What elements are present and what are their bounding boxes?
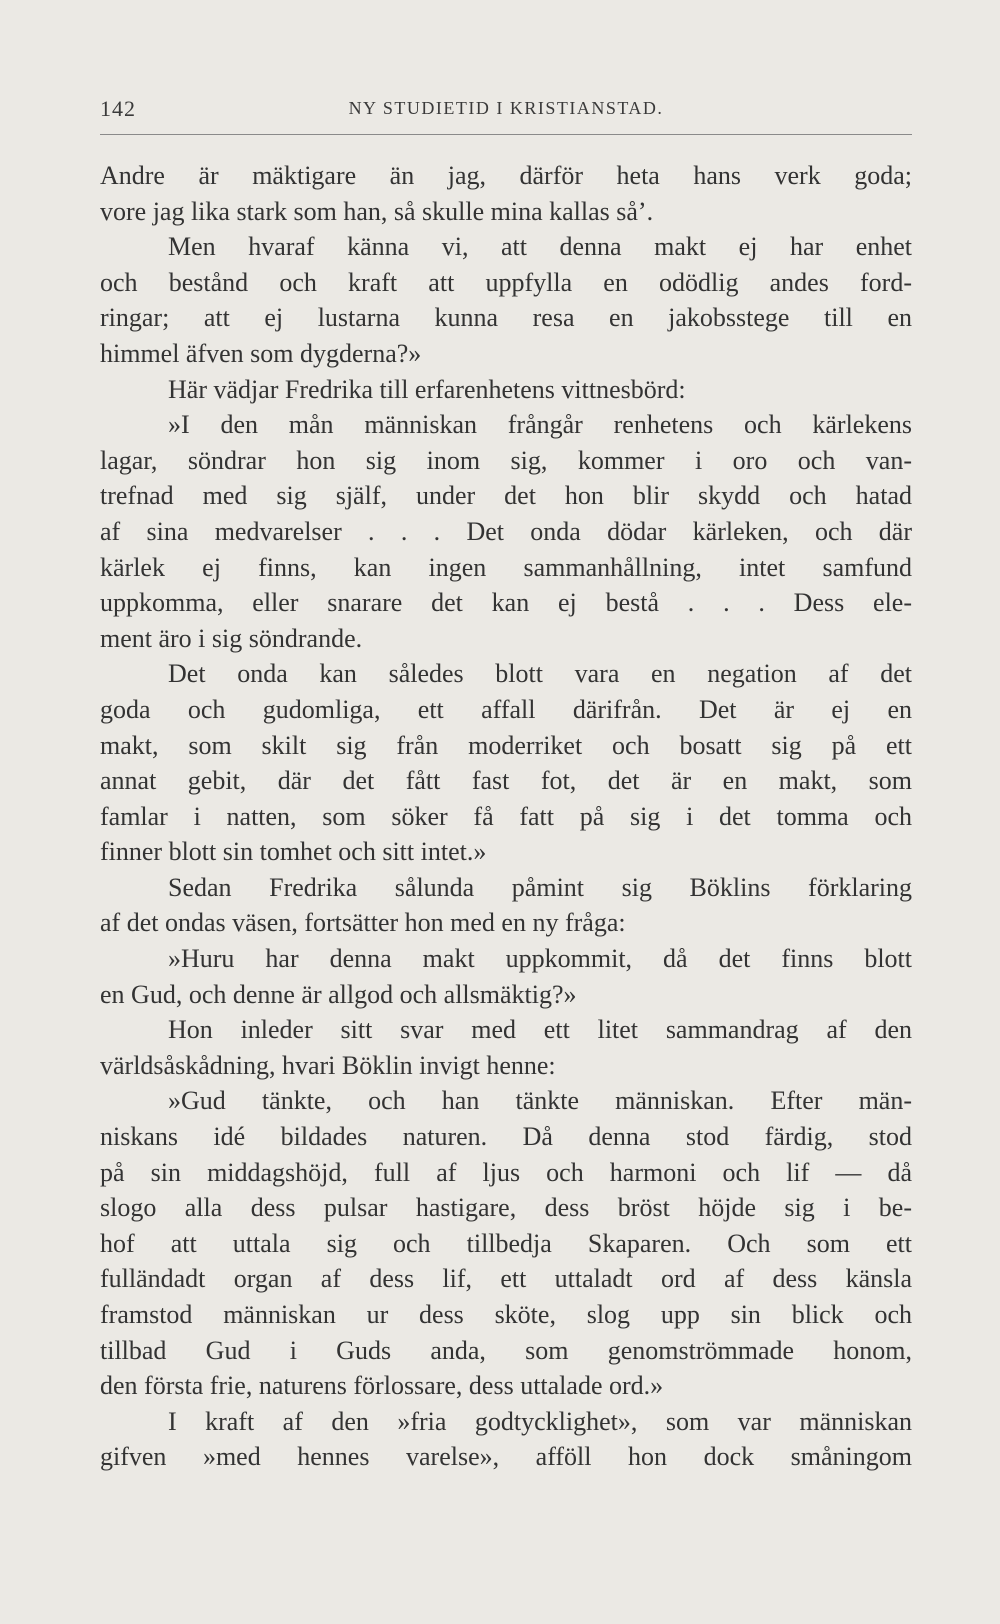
text-line: famlar i natten, som söker få fatt på sig i det tomma och xyxy=(100,801,912,831)
text-line: Hon inleder sitt svar med ett litet sammandrag af den xyxy=(168,1015,912,1045)
text-line: Andre är mäktigare än jag, därför heta hans verk goda; xyxy=(100,161,912,190)
text-line: himmel äfven som dygderna?» xyxy=(100,338,422,368)
page-number: 142 xyxy=(100,96,136,121)
text-line: af det ondas väsen, fortsätter hon med en ny fråga: xyxy=(100,908,626,938)
text-line: världsåskådning, hvari Böklin invigt henne: xyxy=(100,1050,556,1080)
running-title: NY STUDIETID I KRISTIANSTAD. xyxy=(348,98,664,118)
text-line: Här vädjar Fredrika till erfarenhetens vittnesbörd: xyxy=(168,374,686,404)
text-line: slogo alla dess pulsar hastigare, dess bröst höjde sig i be- xyxy=(100,1193,912,1223)
text-line: tillbad Gud i Guds anda, som genomströmmade honom, xyxy=(100,1335,912,1365)
text-line: annat gebit, där det fått fast fot, det är en makt, som xyxy=(100,766,912,796)
text-line: ment äro i sig söndrande. xyxy=(100,623,363,653)
text-line: I kraft af den »fria godtycklighet», som var människan xyxy=(168,1406,912,1436)
page-header xyxy=(100,96,912,126)
text-line: »Huru har denna makt uppkommit, då det finns blott xyxy=(168,944,912,974)
text-line: finner blott sin tomhet och sitt intet.» xyxy=(100,837,487,867)
text-line: och bestånd och kraft att uppfylla en odödlig andes ford- xyxy=(100,267,912,297)
text-line: ringar; att ej lustarna kunna resa en jakobsstege till en xyxy=(100,303,912,333)
text-line: uppkomma, eller snarare det kan ej bestå . . . Dess ele- xyxy=(100,588,912,618)
text-line: Men hvaraf känna vi, att denna makt ej har enhet xyxy=(168,232,912,262)
text-line: Sedan Fredrika sålunda påmint sig Böklins förklaring xyxy=(168,872,912,902)
text-line: fulländadt organ af dess lif, ett uttaladt ord af dess känsla xyxy=(100,1264,912,1294)
text-line: Det onda kan således blott vara en negation af det xyxy=(168,659,912,689)
text-line: en Gud, och denne är allgod och allsmäktig?» xyxy=(100,979,577,1009)
text-line: vore jag lika stark som han, så skulle mina kallas så’. xyxy=(100,196,654,226)
text-line: den första frie, naturens förlossare, dess uttalade ord.» xyxy=(100,1371,664,1401)
body-text xyxy=(100,158,912,1475)
text-line: niskans idé bildades naturen. Då denna stod färdig, stod xyxy=(100,1122,912,1152)
text-line: »I den mån människan frångår renhetens och kärlekens xyxy=(168,410,912,440)
text-line: lagar, söndrar hon sig inom sig, kommer i oro och van- xyxy=(100,445,912,475)
text-line: trefnad med sig själf, under det hon blir skydd och hatad xyxy=(100,481,912,511)
header-rule xyxy=(100,134,912,135)
text-line: gifven »med hennes varelse», afföll hon dock småningom xyxy=(100,1442,912,1472)
text-line: kärlek ej finns, kan ingen sammanhållning, intet samfund xyxy=(100,552,912,582)
text-line: »Gud tänkte, och han tänkte människan. Efter män- xyxy=(168,1086,912,1116)
text-line: hof att uttala sig och tillbedja Skaparen. Och som ett xyxy=(100,1228,912,1258)
text-line: framstod människan ur dess sköte, slog upp sin blick och xyxy=(100,1300,912,1329)
text-line: makt, som skilt sig från moderriket och bosatt sig på ett xyxy=(100,730,912,760)
text-line: goda och gudomliga, ett affall därifrån. Det är ej en xyxy=(100,694,912,724)
text-line: på sin middagshöjd, full af ljus och harmoni och lif — då xyxy=(100,1157,912,1187)
text-line: af sina medvarelser . . . Det onda dödar kärleken, och där xyxy=(100,516,912,546)
